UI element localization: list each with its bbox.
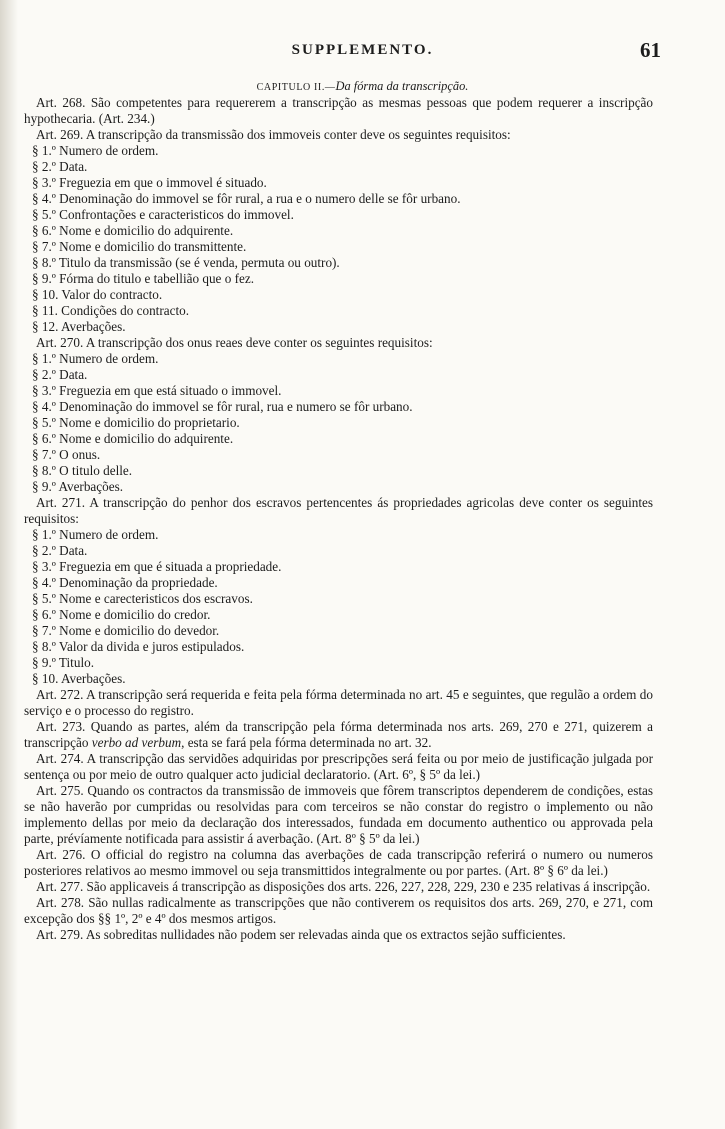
chapter-title: Da fórma da transcripção. — [335, 79, 469, 93]
article-271-paragraph: § 9.º Titulo. — [32, 655, 94, 670]
article-269-paragraph: § 12. Averbações. — [32, 319, 126, 334]
article-278: Art. 278. São nullas radicalmente as transcripções que não contiverem os requisitos dos arts. 269, 270, e 271, com excepção dos §§ 1º, 2º e 4º dos mesmos artigos. — [24, 895, 653, 926]
article-275: Art. 275. Quando os contractos da transmissão de immoveis que fôrem transcriptos dependerem de condições, estas se não haverão por cumpridas ou resolvidas para com terceiros se não constar do registro o implemento ou não implemento dellas por meio da declaração dos interessados, fundada em documento authentico ou approvada pela parte, prévíamente notificada para assistir á averbação. (Art. 8º § 5º da lei.) — [24, 783, 653, 846]
article-274: Art. 274. A transcripção das servidões adquiridas por prescripções será feita ou por meio de justificação julgada por sentença ou por meio de outro qualquer acto judicial declaratorio. (Art. 6º, § 5º da lei.) — [24, 751, 653, 782]
article-277: Art. 277. São applicaveis á transcripção as disposições dos arts. 226, 227, 228, 229, 230 e 235 relativas á inscripção. — [36, 879, 651, 894]
article-271-paragraph: § 6.º Nome e domicilio do credor. — [32, 607, 211, 622]
article-270-intro: Art. 270. A transcripção dos onus reaes deve conter os seguintes requisitos: — [36, 335, 433, 350]
article-271-paragraph: § 5.º Nome e carecteristicos dos escravos. — [32, 591, 253, 606]
article-270-paragraph: § 4.º Denominação do immovel se fôr rural, rua e numero se fôr urbano. — [32, 399, 413, 414]
article-271-paragraph: § 10. Averbações. — [32, 671, 126, 686]
chapter-label: CAPITULO II.— — [256, 82, 336, 93]
article-273-text-end: , esta se fará pela fórma determinada no art. 32. — [181, 735, 432, 750]
article-269-paragraph: § 5.º Confrontações e caracteristicos do immovel. — [32, 207, 294, 222]
page-gutter-shadow — [0, 0, 18, 1129]
article-271-paragraph: § 2.º Data. — [32, 543, 88, 558]
article-269-paragraph: § 6.º Nome e domicilio do adquirente. — [32, 223, 234, 238]
page-header — [0, 38, 725, 68]
article-272: Art. 272. A transcripção será requerida e feita pela fórma determinada no art. 45 e seguintes, que regulão a ordem do serviço e o processo do registro. — [24, 687, 653, 718]
article-269-paragraph: § 7.º Nome e domicilio do transmittente. — [32, 239, 247, 254]
article-273-latin-phrase: verbo ad verbum — [91, 735, 182, 750]
document-body — [24, 95, 653, 943]
article-269-paragraph: § 4.º Denominação do immovel se fôr rural, a rua e o numero delle se fôr urbano. — [32, 191, 461, 206]
page-number: 61 — [640, 38, 661, 62]
article-269-paragraph: § 8.º Titulo da transmissão (se é venda, permuta ou outro). — [32, 255, 340, 270]
article-271-intro: Art. 271. A transcripção do penhor dos escravos pertencentes ás propriedades agricolas deve conter os seguintes requisitos: — [24, 495, 653, 526]
article-269-paragraph: § 2.º Data. — [32, 159, 88, 174]
article-270-paragraph: § 5.º Nome e domicilio do proprietario. — [32, 415, 240, 430]
article-273 — [24, 719, 653, 751]
chapter-heading — [0, 79, 725, 94]
article-270-paragraph: § 8.º O titulo delle. — [32, 463, 133, 478]
running-head: SUPPLEMENTO. — [291, 42, 434, 58]
article-269-paragraph: § 3.º Freguezia em que o immovel é situado. — [32, 175, 267, 190]
article-279: Art. 279. As sobreditas nullidades não podem ser relevadas ainda que os extractos sejão sufficientes. — [36, 927, 566, 942]
article-270-paragraph: § 3.º Freguezia em que está situado o immovel. — [32, 383, 282, 398]
article-270-paragraph: § 7.º O onus. — [32, 447, 101, 462]
article-271-paragraph: § 4.º Denominação da propriedade. — [32, 575, 218, 590]
article-276: Art. 276. O official do registro na columna das averbações de cada transcripção referirá o numero ou numeros posteriores relativos ao mesmo immovel ou seja transmittidos integralmente ou por partes. (Art. 8º § 6º da lei.) — [24, 847, 653, 878]
article-270-paragraph: § 9.º Averbações. — [32, 479, 123, 494]
article-269-paragraph: § 1.º Numero de ordem. — [32, 143, 159, 158]
article-269-paragraph: § 10. Valor do contracto. — [32, 287, 163, 302]
article-270-paragraph: § 1.º Numero de ordem. — [32, 351, 159, 366]
article-270-paragraph: § 2.º Data. — [32, 367, 88, 382]
article-271-paragraph: § 3.º Freguezia em que é situada a propriedade. — [32, 559, 282, 574]
article-271-paragraph: § 1.º Numero de ordem. — [32, 527, 159, 542]
article-271-paragraph: § 7.º Nome e domicilio do devedor. — [32, 623, 220, 638]
article-269-paragraph: § 11. Condições do contracto. — [32, 303, 189, 318]
article-270-paragraph: § 6.º Nome e domicilio do adquirente. — [32, 431, 234, 446]
article-269-intro: Art. 269. A transcripção da transmissão dos immoveis conter deve os seguintes requisitos: — [36, 127, 511, 142]
article-271-paragraph: § 8.º Valor da divida e juros estipulados. — [32, 639, 245, 654]
article-268: Art. 268. São competentes para requererem a transcripção as mesmas pessoas que podem requerer a inscripção hypothecaria. (Art. 234.) — [24, 95, 653, 126]
article-273-text-start: Art. 273. Quando as partes, além da transcripção pela fórma determinada nos arts. 269, 270 e 271, quizerem a transcripção — [24, 719, 653, 750]
article-269-paragraph: § 9.º Fórma do titulo e tabellião que o fez. — [32, 271, 254, 286]
